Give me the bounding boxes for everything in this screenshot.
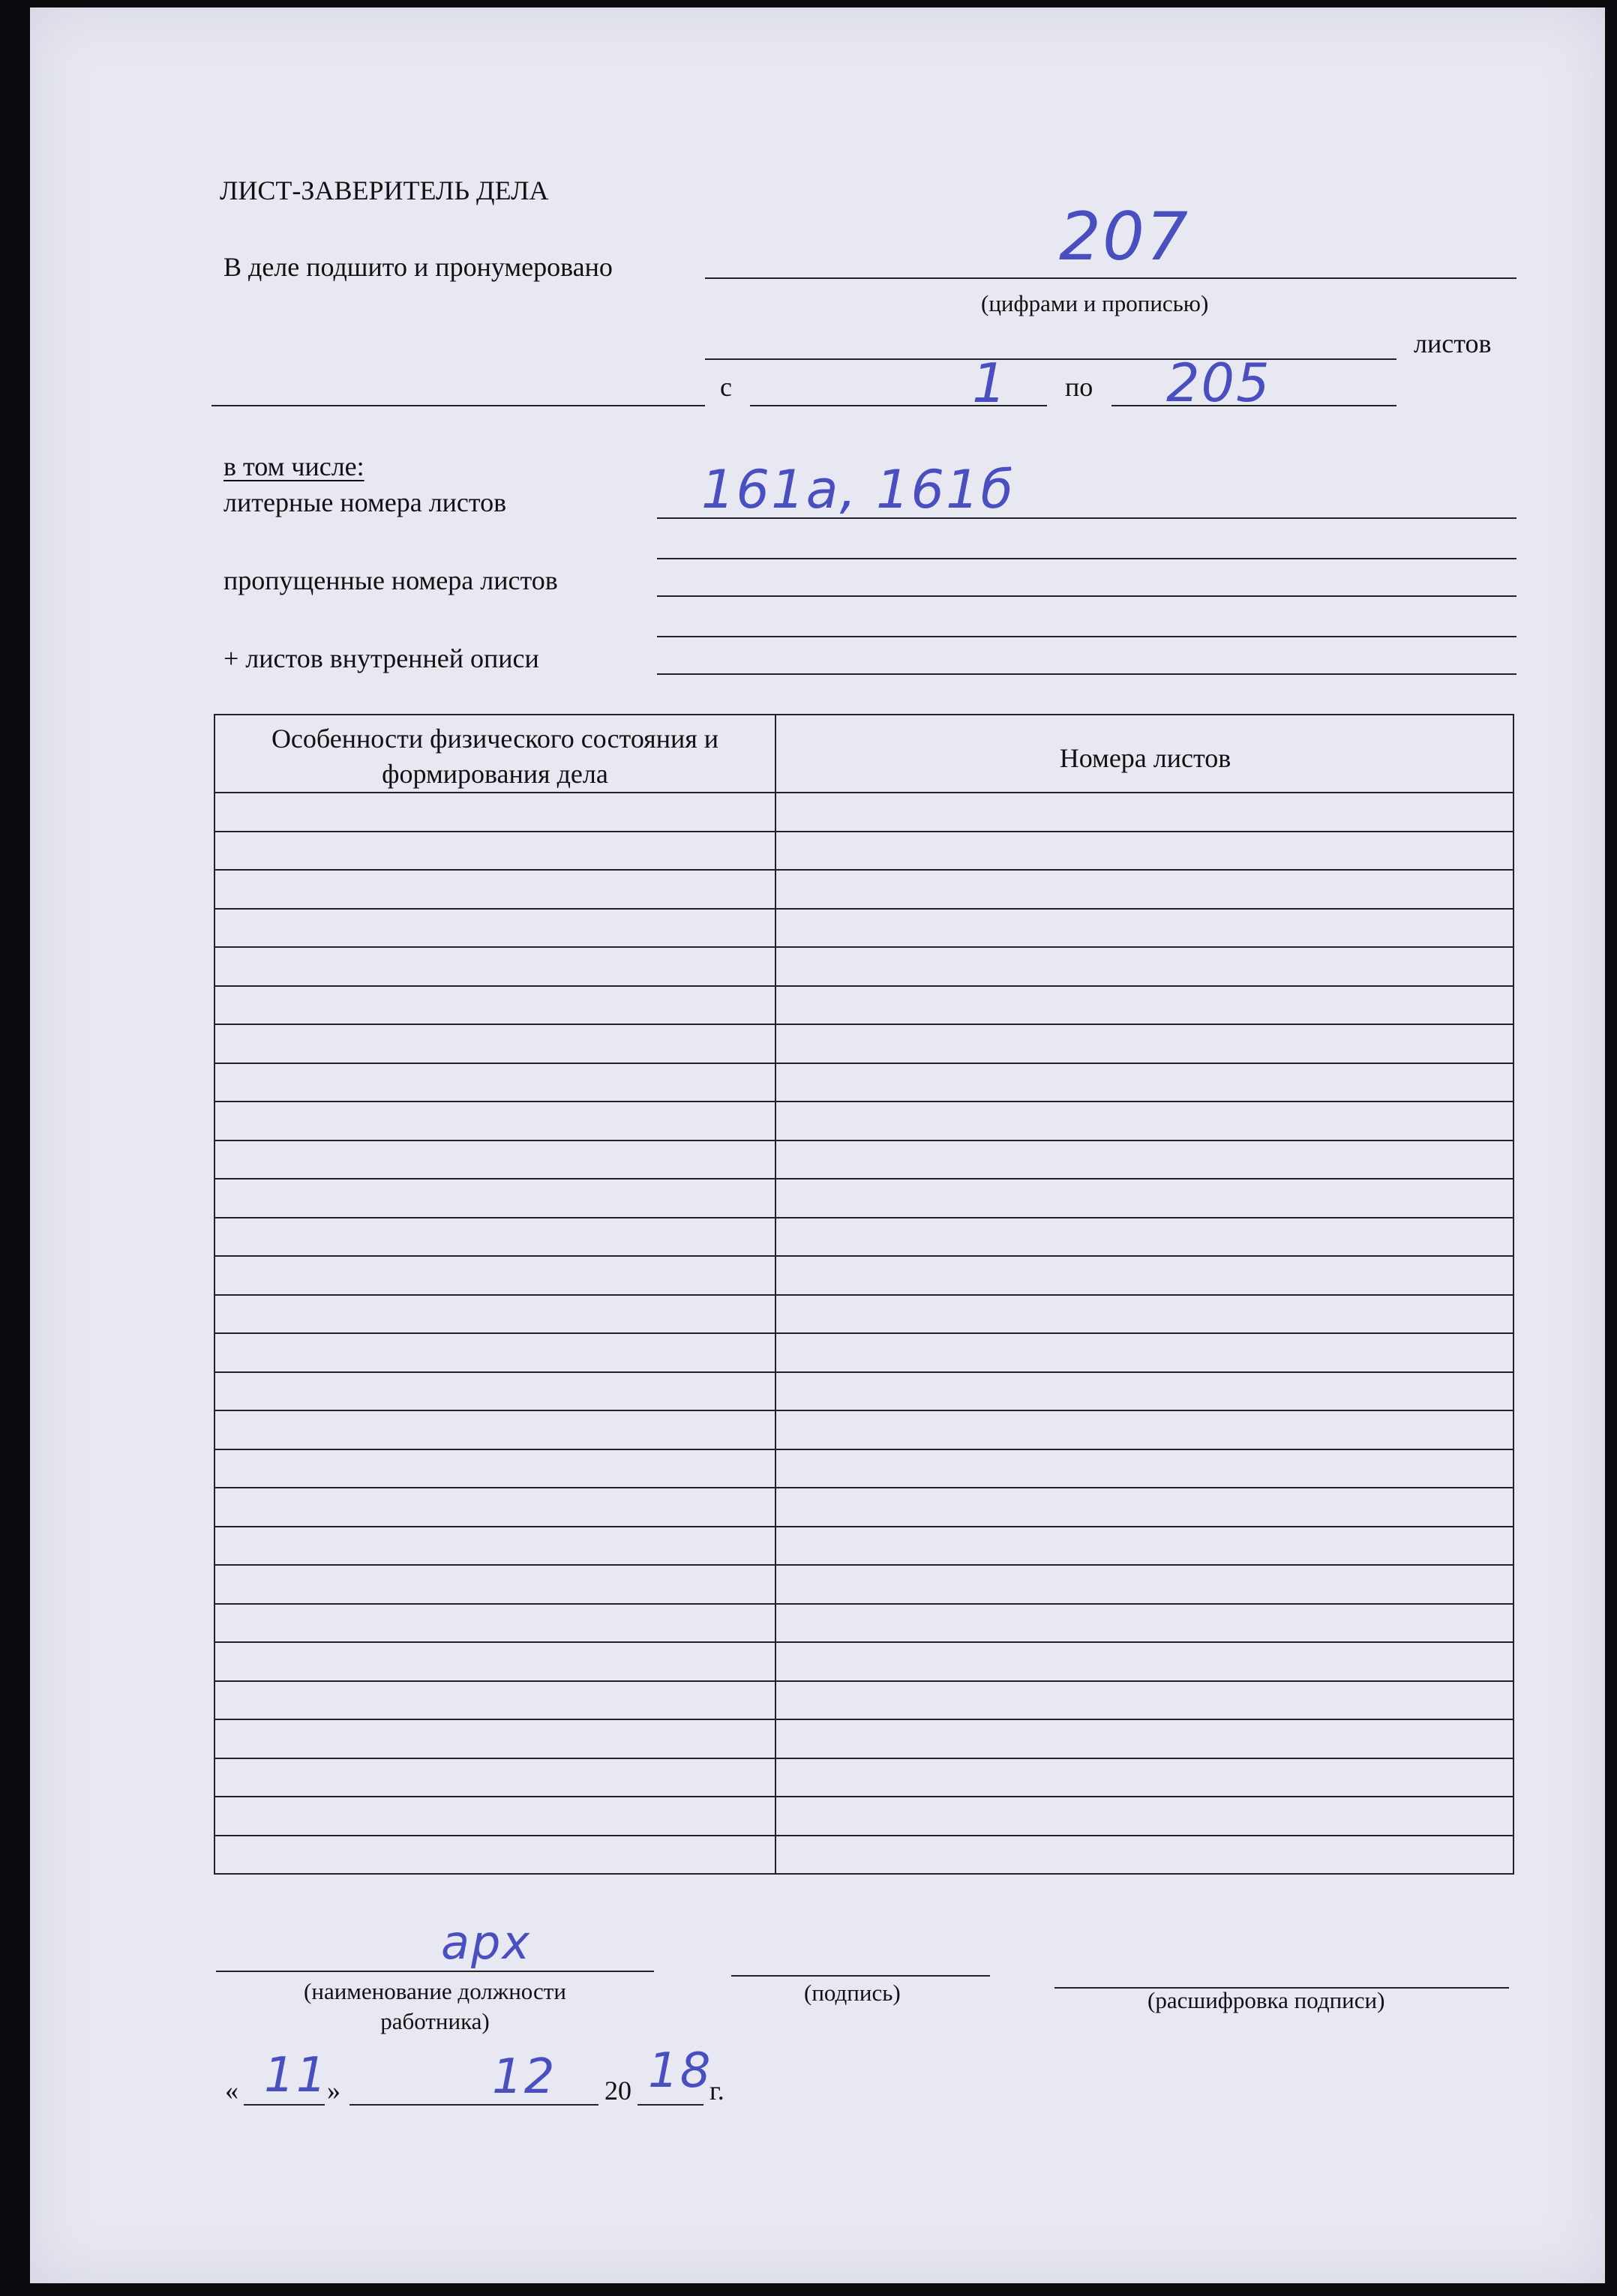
- from-label: с: [720, 372, 732, 402]
- date-month-handwritten: 12: [492, 2049, 556, 2105]
- table-row: [215, 1101, 1513, 1102]
- table-row: [215, 1410, 1513, 1411]
- table-row: [215, 1332, 1513, 1334]
- letter-pages-label: литерные номера листов: [224, 487, 507, 517]
- table-row: [215, 1255, 1513, 1257]
- table-row: [215, 985, 1513, 987]
- table-row: [215, 1641, 1513, 1643]
- missing-pages-label: пропущенные номера листов: [224, 565, 558, 595]
- position-line: [216, 1971, 654, 1972]
- table-row: [215, 1024, 1513, 1025]
- filed-words-line: [705, 358, 1396, 360]
- from-value-handwritten: 1: [972, 352, 1008, 415]
- sheets-label: листов: [1414, 328, 1492, 358]
- table-row: [215, 1294, 1513, 1296]
- table-row: [215, 869, 1513, 871]
- date-month-line: [350, 2104, 598, 2106]
- filed-count-handwritten: 207: [1059, 198, 1190, 275]
- table-row: [215, 831, 1513, 832]
- date-year-handwritten: 18: [648, 2043, 712, 2099]
- date-year-line: [638, 2104, 704, 2106]
- table-row: [215, 1680, 1513, 1682]
- signature-hint: (подпись): [804, 1980, 901, 2006]
- table-row: [215, 1217, 1513, 1218]
- missing-pages-line-2: [657, 636, 1516, 637]
- date-day-line: [244, 2104, 325, 2106]
- filed-label: В деле подшито и пронумеровано: [224, 252, 613, 282]
- table-row: [215, 1140, 1513, 1141]
- date-year-prefix: 20: [604, 2076, 632, 2106]
- table-row: [215, 946, 1513, 948]
- filed-count-hint: (цифрами и прописью): [981, 290, 1209, 316]
- inner-inventory-line: [657, 673, 1516, 675]
- inner-inventory-label: + листов внутренней описи: [224, 643, 539, 673]
- date-close-quote: »: [327, 2076, 340, 2106]
- position-handwritten: арх: [441, 1915, 532, 1970]
- decoding-hint: (расшифровка подписи): [1148, 1987, 1385, 2013]
- table-row: [215, 908, 1513, 910]
- table-row: [215, 1564, 1513, 1566]
- to-label: по: [1065, 372, 1094, 402]
- date-day-handwritten: 11: [264, 2048, 328, 2103]
- filed-count-line: [705, 277, 1516, 279]
- condition-table: [214, 714, 1514, 1875]
- filed-words-line-2: [212, 405, 705, 406]
- table-row: [215, 792, 1513, 793]
- position-hint: (наименование должности работника): [304, 1978, 566, 2035]
- missing-pages-line: [657, 595, 1516, 597]
- table-row: [215, 1487, 1513, 1488]
- table-row: [215, 1796, 1513, 1797]
- table-row: [215, 1178, 1513, 1179]
- table-header-page-numbers: Номера листов: [1059, 743, 1232, 773]
- table-row: [215, 1719, 1513, 1720]
- including-heading: в том числе:: [224, 451, 364, 481]
- to-value-handwritten: 205: [1166, 352, 1271, 414]
- letter-pages-line: [657, 517, 1516, 519]
- date-year-unit: г.: [710, 2076, 724, 2106]
- table-row: [215, 1758, 1513, 1759]
- signature-line: [731, 1975, 990, 1977]
- table-row: [215, 1603, 1513, 1605]
- table-row: [215, 1526, 1513, 1527]
- table-header-condition: Особенности физического состояния и формирования дела: [271, 724, 719, 789]
- date-open-quote: «: [225, 2076, 238, 2106]
- table-row: [215, 1063, 1513, 1064]
- table-row: [215, 1835, 1513, 1836]
- table-row: [215, 1449, 1513, 1450]
- table-row: [215, 1371, 1513, 1373]
- letter-pages-line-2: [657, 558, 1516, 559]
- letter-pages-handwritten: 161а, 161б: [701, 459, 1015, 520]
- document-title: ЛИСТ-ЗАВЕРИТЕЛЬ ДЕЛА: [220, 175, 549, 205]
